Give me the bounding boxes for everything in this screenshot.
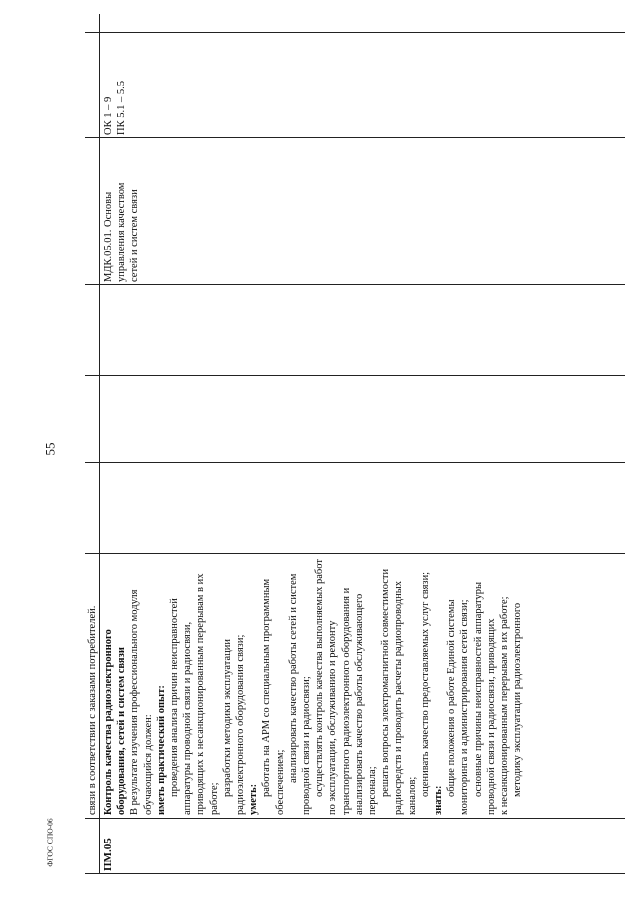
content-line: по эксплуатации, обслуживанию и ремонту (327, 620, 339, 815)
page-number: 55 (42, 442, 58, 456)
table-border-left (85, 873, 625, 874)
content-line: обучающийся должен: (142, 714, 154, 815)
content-line: решать вопросы электромагнитной совместимости (380, 568, 392, 797)
content-line: проводной связи и радиосвязи; (301, 676, 313, 815)
content-line: транспортного радиоэлектронного оборудования и (340, 587, 352, 815)
content-line: осуществлять контроль качества выполняемых работ (314, 559, 326, 797)
content-line: В результате изучения профессионального модуля (129, 589, 141, 815)
content-line: анализировать качество работы обслуживающего (353, 593, 365, 815)
content-line: знать: (433, 785, 445, 815)
discipline-line: сетей и систем связи (129, 189, 141, 282)
table-divider-code (85, 818, 625, 819)
content-line: Контроль качества радиоэлектронного (103, 629, 114, 815)
discipline-line: управления качеством (116, 182, 128, 282)
discipline-cell (102, 140, 142, 282)
content-line: приводящих к несанкционированным перерывам в их (195, 573, 207, 815)
content-line: обеспечением; (274, 749, 286, 815)
content-line: аппаратуры проводной связи и радиосвязи, (182, 621, 194, 815)
content-line: проводной связи и радиосвязи, приводящих (485, 618, 497, 815)
footer-standard: ФГОС СПО-06 (45, 818, 55, 867)
table-divider-col4 (85, 375, 625, 376)
competency-line: ПК 5.1 – 5.5 (116, 81, 128, 135)
content-line: каналов; (406, 776, 418, 815)
content-line: к несанкционированным перерывам в их работе; (499, 596, 511, 815)
module-content (102, 553, 525, 815)
top-line-text: связи в соответствии с заказами потребителей. (87, 605, 98, 815)
table-border-right (85, 32, 625, 33)
module-code: ПМ.05 (102, 838, 114, 871)
content-line: основные причины неисправностей аппаратуры (472, 581, 484, 797)
content-line: оценивать качество предоставляемых услуг связи; (419, 571, 431, 797)
content-line: радиосредств и проводить расчеты радиопроводных (393, 580, 405, 815)
content-line: общие положения о работе Единой системы (446, 599, 458, 797)
content-line: персонала; (367, 766, 379, 815)
table-divider-col5 (85, 284, 625, 285)
rotated-table (85, 14, 625, 874)
competencies-cell (102, 35, 128, 135)
content-line: работать на АРМ со специальным программным (261, 578, 273, 797)
content-line: проведения анализа причин неисправностей (169, 598, 181, 797)
table-divider-col6 (85, 137, 625, 138)
content-line: анализировать качество работы сетей и систем (287, 573, 299, 783)
content-line: разработки методики эксплуатации (221, 639, 233, 797)
discipline-line: МДК.05.01. Основы (103, 191, 114, 282)
competency-line: ОК 1 – 9 (103, 96, 114, 135)
content-line: мониторинга и администрирования сетей связи; (459, 599, 471, 815)
content-line: уметь: (248, 783, 260, 815)
table-divider-col3 (85, 462, 625, 463)
content-line: радиоэлектронного оборудования связи; (235, 634, 247, 815)
content-line: оборудования, сетей и систем связи (116, 647, 128, 815)
content-line: работе; (208, 782, 220, 815)
content-line: иметь практический опыт: (155, 685, 167, 815)
content-line: методику эксплуатации радиоэлектронного (512, 602, 524, 797)
